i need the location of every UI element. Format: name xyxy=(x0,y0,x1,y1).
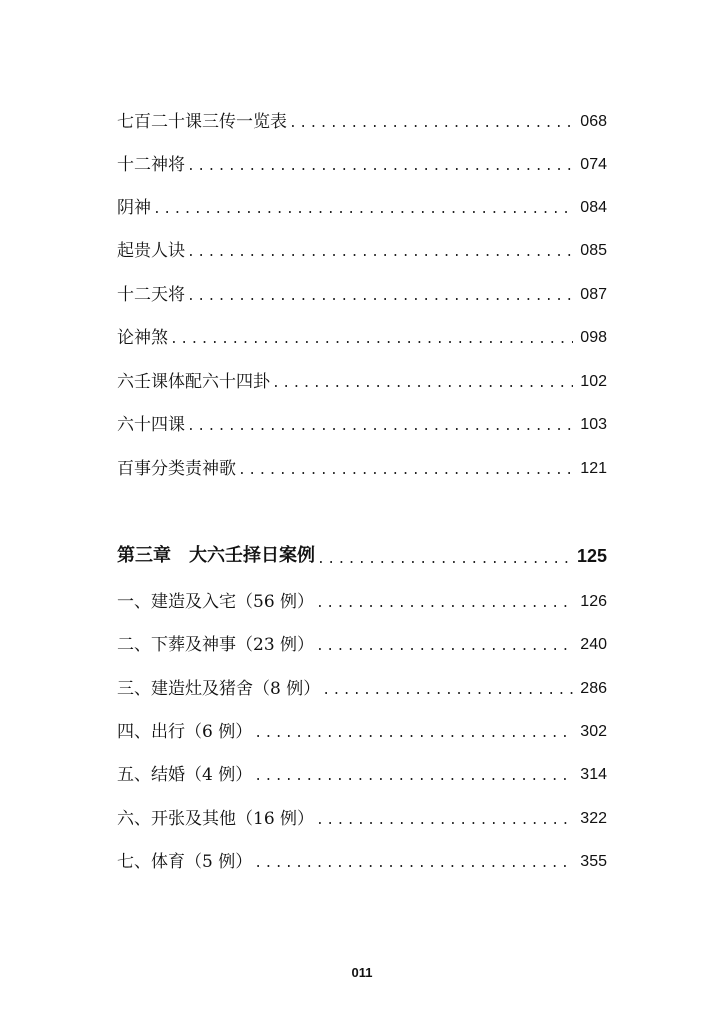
toc-entry-page: 121 xyxy=(580,460,607,477)
toc-entry-page: 087 xyxy=(580,286,607,303)
toc-entry-title: 一、建造及入宅（56 例） xyxy=(117,592,315,612)
toc-entry-page: 126 xyxy=(580,593,607,610)
toc-leader-dots xyxy=(153,199,573,221)
toc-entry[interactable] xyxy=(117,849,607,875)
toc-leader-dots xyxy=(322,680,573,702)
toc-entry[interactable] xyxy=(117,369,607,395)
toc-entry[interactable] xyxy=(117,238,607,264)
toc-leader-dots xyxy=(289,113,573,135)
toc-entry-title: 六十四课 xyxy=(117,415,185,435)
toc-entry[interactable] xyxy=(117,632,607,658)
toc-entry[interactable] xyxy=(117,109,607,135)
toc-entry[interactable] xyxy=(117,719,607,745)
toc-leader-dots xyxy=(254,723,573,745)
toc-leader-dots xyxy=(238,460,573,482)
toc-entry[interactable] xyxy=(117,589,607,615)
chapter-title xyxy=(117,541,315,571)
toc-leader-dots xyxy=(187,156,573,178)
toc-entry[interactable] xyxy=(117,282,607,308)
toc-leader-dots xyxy=(317,549,573,571)
chapter-page: 125 xyxy=(576,546,607,566)
toc-entry-page: 068 xyxy=(580,113,607,130)
toc-entry-page: 355 xyxy=(580,853,607,870)
toc-entry-page: 103 xyxy=(580,416,607,433)
toc-leader-dots xyxy=(254,853,573,875)
toc-entry[interactable] xyxy=(117,806,607,832)
toc-entry-title: 二、下葬及神事（23 例） xyxy=(117,635,315,655)
toc-entry[interactable] xyxy=(117,456,607,482)
toc-leader-dots xyxy=(187,416,573,438)
toc-entry-title: 六、开张及其他（16 例） xyxy=(117,809,315,829)
toc-entry-title: 四、出行（6 例） xyxy=(117,722,253,742)
toc-entry-page: 314 xyxy=(580,766,607,783)
toc-entry-title: 十二神将 xyxy=(117,155,185,175)
chapter-name: 大六壬择日案例 xyxy=(189,545,315,566)
toc-entry-title: 十二天将 xyxy=(117,285,185,305)
toc-entry-title: 七百二十课三传一览表 xyxy=(117,112,287,132)
toc-entry-title: 论神煞 xyxy=(117,328,168,348)
toc-entry-title: 三、建造灶及猪舍（8 例） xyxy=(117,679,321,699)
toc-entry-title: 七、体育（5 例） xyxy=(117,852,253,872)
page-number: 011 xyxy=(351,965,373,980)
toc-entry[interactable] xyxy=(117,676,607,702)
toc-entry-page: 286 xyxy=(580,680,607,697)
toc-chapter-heading[interactable] xyxy=(117,541,607,571)
toc-entry-title: 百事分类责神歌 xyxy=(117,459,236,479)
toc-leader-dots xyxy=(254,766,573,788)
toc-leader-dots xyxy=(170,329,573,351)
toc-leader-dots xyxy=(187,242,573,264)
toc-entry[interactable] xyxy=(117,195,607,221)
toc-entry-page: 098 xyxy=(580,329,607,346)
toc-entry-page: 240 xyxy=(580,636,607,653)
toc-entry-title: 五、结婚（4 例） xyxy=(117,765,253,785)
toc-entry-page: 302 xyxy=(580,723,607,740)
toc-entry-title: 起贵人诀 xyxy=(117,241,185,261)
toc-entry[interactable] xyxy=(117,412,607,438)
toc-entry-page: 084 xyxy=(580,199,607,216)
toc-entry[interactable] xyxy=(117,325,607,351)
toc-leader-dots xyxy=(316,593,573,615)
toc-leader-dots xyxy=(316,810,573,832)
toc-entry-page: 322 xyxy=(580,810,607,827)
toc-entry[interactable] xyxy=(117,152,607,178)
toc-entry-page: 102 xyxy=(580,373,607,390)
toc-entry-page: 074 xyxy=(580,156,607,173)
toc-entry[interactable] xyxy=(117,762,607,788)
toc-leader-dots xyxy=(272,373,573,395)
toc-entry-title: 六壬课体配六十四卦 xyxy=(117,372,270,392)
chapter-number: 第三章 xyxy=(117,545,171,566)
toc-leader-dots xyxy=(316,636,573,658)
toc-leader-dots xyxy=(187,286,573,308)
toc-entry-page: 085 xyxy=(580,242,607,259)
toc-entry-title: 阴神 xyxy=(117,198,151,218)
